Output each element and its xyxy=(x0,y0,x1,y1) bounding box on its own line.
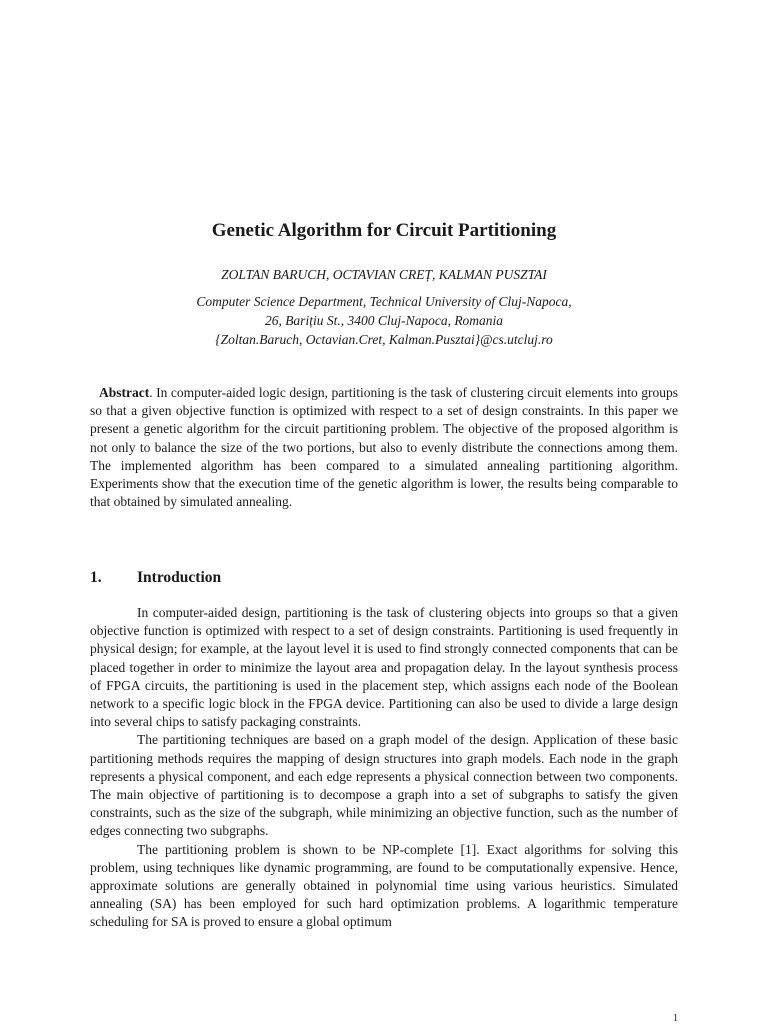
author-list: ZOLTAN BARUCH, OCTAVIAN CREȚ, KALMAN PUSZTAI xyxy=(221,267,547,282)
affiliation-line-emails: {Zoltan.Baruch, Octavian.Cret, Kalman.Pusztai}@cs.utcluj.ro xyxy=(215,332,553,347)
body-paragraph: In computer-aided design, partitioning is the task of clustering objects into groups so that a given objective function is optimized with respect to a set of design constraints. Partitioning is used frequently in physical design; for example, at the layout level it is used to find strongly connected components that can be placed together in order to minimize the layout area and propagation delay. In the layout synthesis process of FPGA circuits, the partitioning is used in the placement step, which assigns each node of the Boolean network to a specific logic block in the FPGA device. Partitioning can also be used to divide a large design into several chips to satisfy packaging constraints. xyxy=(90,605,678,730)
paper-title: Genetic Algorithm for Circuit Partitioning xyxy=(211,220,557,241)
section-title: Introduction xyxy=(137,569,222,586)
section-heading xyxy=(90,568,221,588)
section-number: 1. xyxy=(90,569,102,586)
abstract-label: Abstract xyxy=(99,385,150,400)
body-paragraph: The partitioning problem is shown to be NP-complete [1]. Exact algorithms for solving this problem, using techniques like dynamic programming, are found to be computationally expensive. Hence, approximate solutions are generally obtained in polynomial time using various heuristics. Simulated annealing (SA) has been employed for such hard optimization problems. A logarithmic temperature scheduling for SA is proved to ensure a global optimum xyxy=(90,841,678,930)
affiliation-line-department: Computer Science Department, Technical University of Cluj-Napoca, xyxy=(196,294,572,309)
affiliation-line-address: 26, Barițiu St., 3400 Cluj-Napoca, Romania xyxy=(264,313,504,328)
page-number: 1 xyxy=(673,1013,678,1024)
affiliation-block xyxy=(0,292,768,349)
abstract xyxy=(90,384,678,511)
abstract-text: . In computer-aided logic design, partitioning is the task of clustering circuit elements into groups so that a given objective function is optimized with respect to a set of design constraints. In this paper we present a genetic algorithm for the circuit partitioning problem. The objective of the proposed algorithm is not only to balance the size of the two portions, but also to evenly distribute the connections among them. The implemented algorithm has been compared to a simulated annealing partitioning algorithm. Experiments show that the execution time of the genetic algorithm is lower, the results being comparable to that obtained by simulated annealing. xyxy=(90,385,678,510)
body-paragraph: The partitioning techniques are based on a graph model of the design. Application of these basic partitioning methods requires the mapping of design structures into graph models. Each node in the graph represents a physical component, and each edge represents a physical connection between two components. The main objective of partitioning is to decompose a graph into a set of subgraphs to satisfy the given constraints, such as the size of the subgraph, while minimizing an objective function, such as the number of edges connecting two subgraphs. xyxy=(90,732,678,839)
section-body xyxy=(90,604,678,932)
